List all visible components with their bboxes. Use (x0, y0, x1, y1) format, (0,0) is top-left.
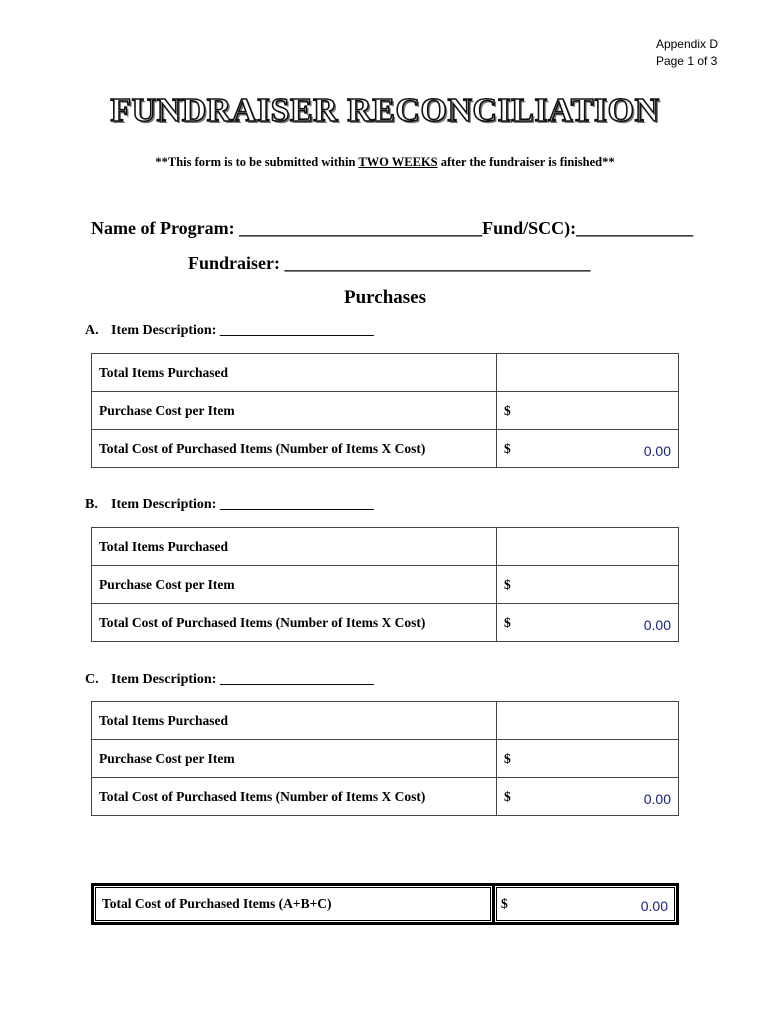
purchase-table-b (91, 527, 679, 642)
grand-total-box (91, 883, 679, 925)
appendix-header (656, 36, 718, 70)
item-letter: A. (85, 323, 99, 338)
value-cell[interactable] (497, 430, 679, 468)
page-title: FUNDRAISER RECONCILIATION (110, 92, 660, 129)
item-description-c[interactable] (85, 672, 374, 688)
table-row (92, 702, 679, 740)
currency-symbol: $ (504, 440, 511, 456)
table-row (92, 566, 679, 604)
row-label: Total Items Purchased (92, 702, 497, 740)
currency-symbol: $ (504, 788, 511, 804)
grand-total-label: Total Cost of Purchased Items (A+B+C) (94, 886, 495, 922)
submission-notice (0, 155, 770, 170)
table-row (92, 778, 679, 816)
item-description-label: Item Description: ______________________ (111, 672, 374, 687)
item-description-label: Item Description: ______________________ (111, 323, 374, 338)
currency-symbol: $ (504, 614, 511, 630)
row-label: Total Items Purchased (92, 354, 497, 392)
value-cell[interactable] (497, 528, 679, 566)
row-label: Total Cost of Purchased Items (Number of Items X Cost) (92, 778, 497, 816)
grand-total-amount: 0.00 (640, 898, 668, 914)
amount-value: 0.00 (643, 616, 671, 633)
row-label: Total Cost of Purchased Items (Number of Items X Cost) (92, 604, 497, 642)
row-label: Total Cost of Purchased Items (Number of Items X Cost) (92, 430, 497, 468)
notice-text-after: after the fundraiser is finished** (437, 155, 615, 169)
table-row (92, 528, 679, 566)
currency-symbol: $ (501, 896, 508, 911)
notice-text-before: **This form is to be submitted within (155, 155, 359, 169)
appendix-label: Appendix D (655, 37, 718, 51)
page-number: Page 1 of 3 (655, 54, 718, 68)
table-row (92, 740, 679, 778)
item-description-b[interactable] (85, 497, 374, 513)
value-cell[interactable] (497, 566, 679, 604)
item-description-label: Item Description: ______________________ (111, 497, 374, 512)
currency-symbol: $ (504, 750, 511, 766)
row-label: Total Items Purchased (92, 528, 497, 566)
purchase-table-a (91, 353, 679, 468)
value-cell[interactable] (497, 778, 679, 816)
amount-value: 0.00 (643, 442, 671, 459)
value-cell[interactable] (497, 354, 679, 392)
amount-value: 0.00 (643, 790, 671, 807)
item-description-a[interactable] (85, 323, 374, 339)
row-label: Purchase Cost per Item (92, 740, 497, 778)
value-cell[interactable] (497, 740, 679, 778)
value-cell[interactable] (497, 604, 679, 642)
fundraiser-field[interactable]: Fundraiser: __________________________________ (188, 253, 591, 273)
grand-total-value-cell[interactable] (495, 886, 676, 922)
program-fund-field[interactable]: Name of Program: ___________________________Fund/SCC):_____________ (91, 218, 694, 238)
purchase-table-c (91, 701, 679, 816)
item-letter: B. (85, 497, 98, 512)
row-label: Purchase Cost per Item (92, 392, 497, 430)
row-label: Purchase Cost per Item (92, 566, 497, 604)
currency-symbol: $ (504, 576, 511, 592)
table-row (92, 354, 679, 392)
table-row (92, 430, 679, 468)
purchases-heading: Purchases (344, 287, 426, 308)
table-row (92, 392, 679, 430)
currency-symbol: $ (504, 402, 511, 418)
notice-emphasis: TWO WEEKS (358, 155, 438, 169)
value-cell[interactable] (497, 392, 679, 430)
table-row (92, 604, 679, 642)
item-letter: C. (85, 672, 99, 687)
value-cell[interactable] (497, 702, 679, 740)
